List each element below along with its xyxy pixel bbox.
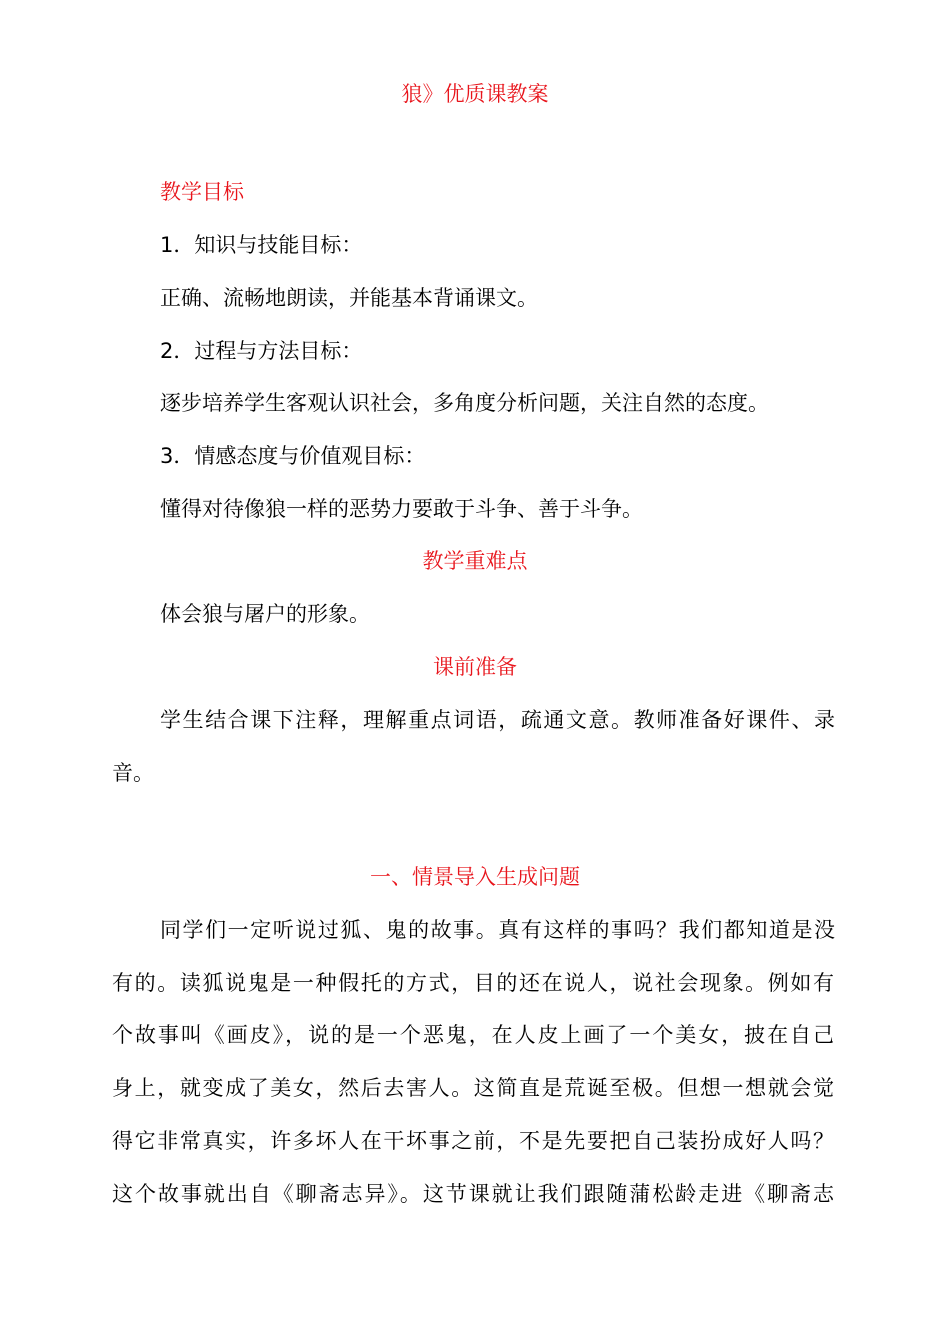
document-title: 狼》优质课教案: [401, 82, 549, 106]
preparation-line: 学生结合课下注释，理解重点词语，疏通文意。教师准备好课件、录: [160, 708, 835, 732]
objective-1-label: 1．知识与技能目标：: [160, 233, 363, 257]
objectives-heading: 教学目标: [160, 180, 244, 204]
part1-paragraph-line: 得它非常真实，许多坏人在干坏事之前，不是先要把自己装扮成好人吗？: [112, 1129, 834, 1153]
objective-3-label: 3．情感态度与价值观目标：: [160, 444, 426, 468]
part1-heading: 一、情景导入生成问题: [370, 865, 580, 889]
part1-paragraph-line: 同学们一定听说过狐、鬼的故事。真有这样的事吗？我们都知道是没: [160, 918, 835, 942]
objective-3-text: 懂得对待像狼一样的恶势力要敢于斗争、善于斗争。: [160, 497, 643, 521]
key-points-text: 体会狼与屠户的形象。: [160, 602, 370, 626]
part1-paragraph-line: 这个故事就出自《聊斋志异》。这节课就让我们跟随蒲松龄走进《聊斋志: [112, 1182, 834, 1206]
objective-2-text: 逐步培养学生客观认识社会，多角度分析问题，关注自然的态度。: [160, 391, 769, 415]
objective-2-label: 2．过程与方法目标：: [160, 339, 363, 363]
preparation-line: 音。: [112, 761, 154, 785]
part1-paragraph-line: 有的。读狐说鬼是一种假托的方式，目的还在说人，说社会现象。例如有: [112, 971, 834, 995]
part1-paragraph-line: 身上，就变成了美女，然后去害人。这简直是荒诞至极。但想一想就会觉: [112, 1076, 834, 1100]
objective-1-text: 正确、流畅地朗读，并能基本背诵课文。: [160, 286, 538, 310]
part1-paragraph-line: 个故事叫《画皮》，说的是一个恶鬼，在人皮上画了一个美女，披在自己: [112, 1023, 834, 1047]
key-points-heading: 教学重难点: [422, 549, 528, 573]
preparation-heading: 课前准备: [433, 655, 517, 679]
